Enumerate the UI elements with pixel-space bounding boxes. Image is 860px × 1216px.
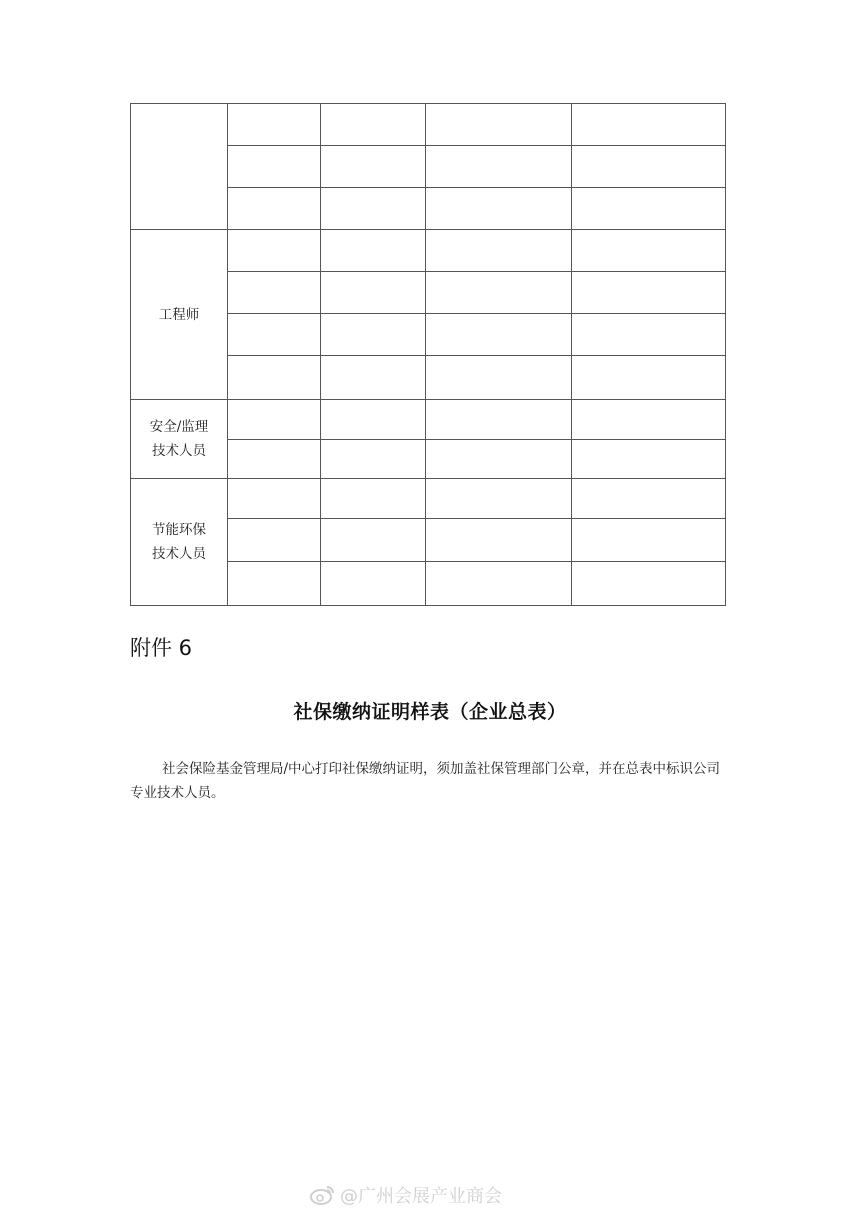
table-cell <box>321 146 426 188</box>
table-cell <box>426 519 572 562</box>
category-label: 技术人员 <box>152 443 206 459</box>
table-cell <box>321 519 426 562</box>
table-row <box>131 400 726 440</box>
table-cell <box>572 272 726 314</box>
table-cell <box>228 188 321 230</box>
watermark-text: @广州会展产业商会 <box>340 1186 502 1207</box>
table-cell <box>426 400 572 440</box>
table-cell <box>321 562 426 606</box>
table-cell <box>228 272 321 314</box>
table-cell <box>426 146 572 188</box>
table-cell <box>426 479 572 519</box>
table-cell <box>572 314 726 356</box>
table-cell <box>572 440 726 479</box>
table-cell <box>572 356 726 400</box>
table-cell <box>572 104 726 146</box>
table-cell <box>228 230 321 272</box>
table-cell <box>321 104 426 146</box>
category-cell <box>131 400 228 479</box>
table-cell <box>228 314 321 356</box>
category-cell <box>131 104 228 230</box>
table-row <box>131 479 726 519</box>
table-cell <box>572 146 726 188</box>
table-cell <box>321 479 426 519</box>
category-label: 工程师 <box>158 306 200 323</box>
table-cell <box>572 479 726 519</box>
table-cell <box>228 479 321 519</box>
category-label: 安全/监理 <box>149 419 209 435</box>
table-cell <box>426 562 572 606</box>
table-cell <box>228 356 321 400</box>
category-label: 节能环保 <box>152 522 206 538</box>
category-label: 技术人员 <box>152 546 206 562</box>
table-cell <box>321 272 426 314</box>
table-cell <box>228 146 321 188</box>
table-cell <box>426 272 572 314</box>
category-cell <box>131 479 228 606</box>
table-row <box>131 104 726 146</box>
table-cell <box>426 104 572 146</box>
table-cell <box>426 440 572 479</box>
table-cell <box>572 188 726 230</box>
document-title: 社保缴纳证明样表（企业总表） <box>293 701 567 723</box>
table-cell <box>228 562 321 606</box>
table-cell <box>572 230 726 272</box>
table-cell <box>228 104 321 146</box>
category-cell <box>131 230 228 400</box>
table-cell <box>426 230 572 272</box>
weibo-icon <box>310 1184 336 1206</box>
attachment-label: 附件 6 <box>130 636 193 660</box>
table-cell <box>572 519 726 562</box>
body-paragraph: 社会保险基金管理局/中心打印社保缴纳证明，须加盖社保管理部门公章，并在总表中标识公司专业技术人员。 <box>130 761 721 801</box>
staff-table <box>130 103 726 606</box>
table-cell <box>321 400 426 440</box>
table-cell <box>321 440 426 479</box>
table-cell <box>228 400 321 440</box>
table-cell <box>426 356 572 400</box>
table-cell <box>321 314 426 356</box>
table-cell <box>321 188 426 230</box>
table-cell <box>228 440 321 479</box>
table-cell <box>572 562 726 606</box>
watermark <box>310 1180 502 1210</box>
table-cell <box>426 188 572 230</box>
table-row <box>131 230 726 272</box>
table-cell <box>572 400 726 440</box>
table-cell <box>321 356 426 400</box>
table-cell <box>321 230 426 272</box>
table-cell <box>426 314 572 356</box>
table-cell <box>228 519 321 562</box>
